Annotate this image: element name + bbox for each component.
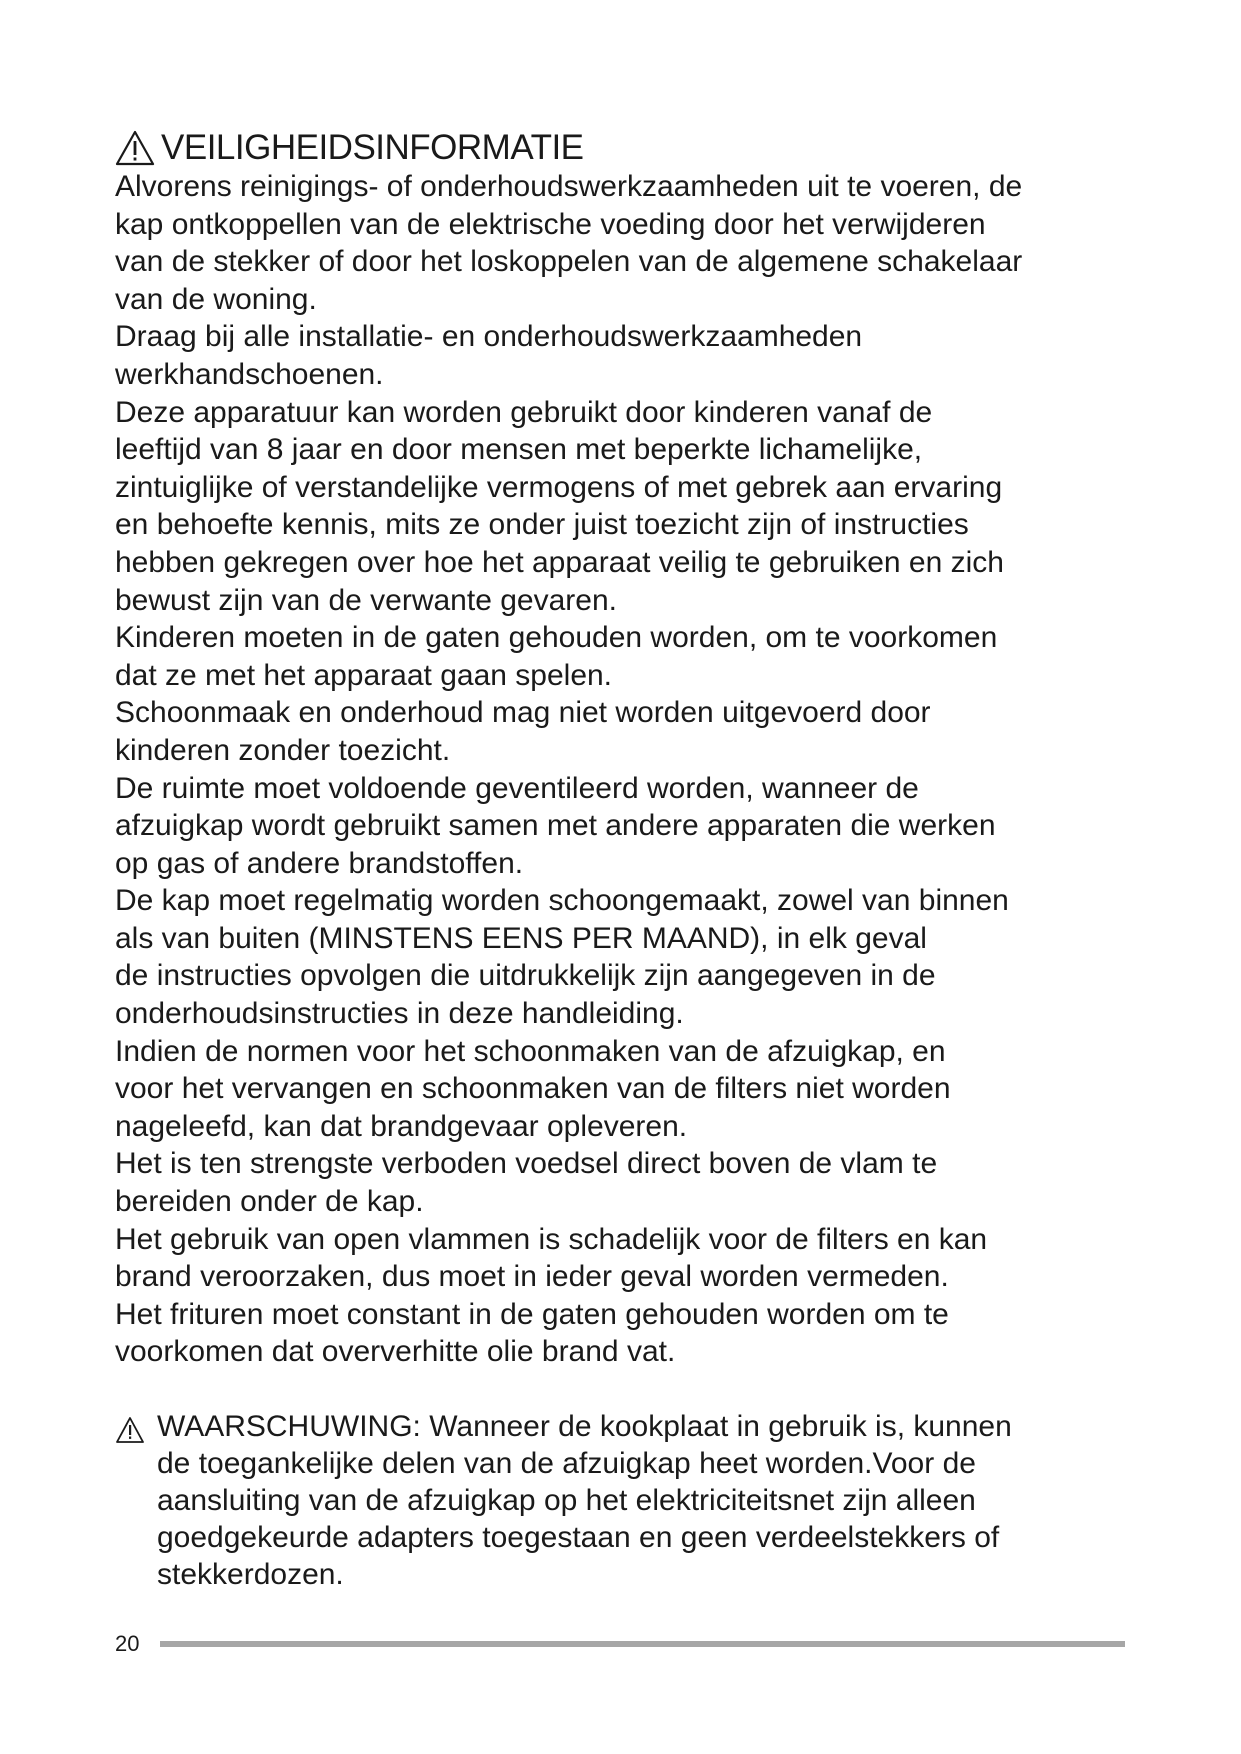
paragraph: Kinderen moeten in de gaten gehouden worden, om te voorkomen dat ze met het apparaat gaan spelen. <box>115 621 998 692</box>
safety-text <box>115 168 1130 1371</box>
paragraph: Het gebruik van open vlammen is schadelijk voor de filters en kan brand veroorzaken, dus moet in ieder geval worden vermeden. <box>115 1222 988 1294</box>
paragraph: Het is ten strengste verboden voedsel direct boven de vlam te bereiden onder de kap. <box>115 1147 938 1219</box>
warning-triangle-icon <box>115 130 155 166</box>
paragraph: Draag bij alle installatie- en onderhoudswerkzaamheden werkhandschoenen. <box>115 320 863 391</box>
paragraph: De ruimte moet voldoende geventileerd worden, wanneer de afzuigkap wordt gebruikt samen met andere apparaten die werken op gas of andere brandstoffen. <box>115 771 996 880</box>
section-heading <box>115 128 584 168</box>
warning-text: WAARSCHUWING: Wanneer de kookplaat in gebruik is, kunnen de toegankelijke delen van de afzuigkap heet worden.Voor de aansluiting van de afzuigkap op het elektriciteitsnet zijn alleen goedgekeurde adapters toegestaan en geen verdeelstekkers of stekkerdozen. <box>157 1410 1012 1591</box>
paragraph: Indien de normen voor het schoonmaken van de afzuigkap, en voor het vervangen en schoonmaken van de filters niet worden nageleefd, kan dat brandgevaar opleveren. <box>115 1034 951 1143</box>
paragraph: Alvorens reinigings- of onderhoudswerkzaamheden uit te voeren, de kap ontkoppellen van de elektrische voeding door het verwijderen van de stekker of door het loskoppelen van de algemene schakelaar van de woning. <box>115 170 1023 316</box>
paragraph: Schoonmaak en onderhoud mag niet worden uitgevoerd door kinderen zonder toezicht. <box>115 696 931 767</box>
paragraph: Deze apparatuur kan worden gebruikt door kinderen vanaf de leeftijd van 8 jaar en door mensen met beperkte lichamelijke, zintuiglijke of verstandelijke vermogens of met gebrek aan ervaring en behoefte kennis, mits ze onder juist toezicht zijn of instructies hebben gekregen over hoe het apparaat veilig te gebruiken en zich bewust zijn van de verwante gevaren. <box>115 395 1004 617</box>
paragraph: Het frituren moet constant in de gaten gehouden worden om te voorkomen dat oververhitte olie brand vat. <box>115 1297 949 1369</box>
page-footer <box>115 1631 1125 1657</box>
footer-divider <box>160 1641 1125 1647</box>
warning-triangle-icon <box>115 1416 145 1444</box>
warning-note <box>115 1408 1130 1593</box>
page-number: 20 <box>115 1631 140 1656</box>
section-title: VEILIGHEIDSINFORMATIE <box>161 128 584 167</box>
paragraph: De kap moet regelmatig worden schoongemaakt, zowel van binnen als van buiten (MINSTENS EENS PER MAAND), in elk geval de instructies opvolgen die uitdrukkelijk zijn aangegeven in de onderhoudsinstructies in deze handleiding. <box>115 884 1009 1031</box>
